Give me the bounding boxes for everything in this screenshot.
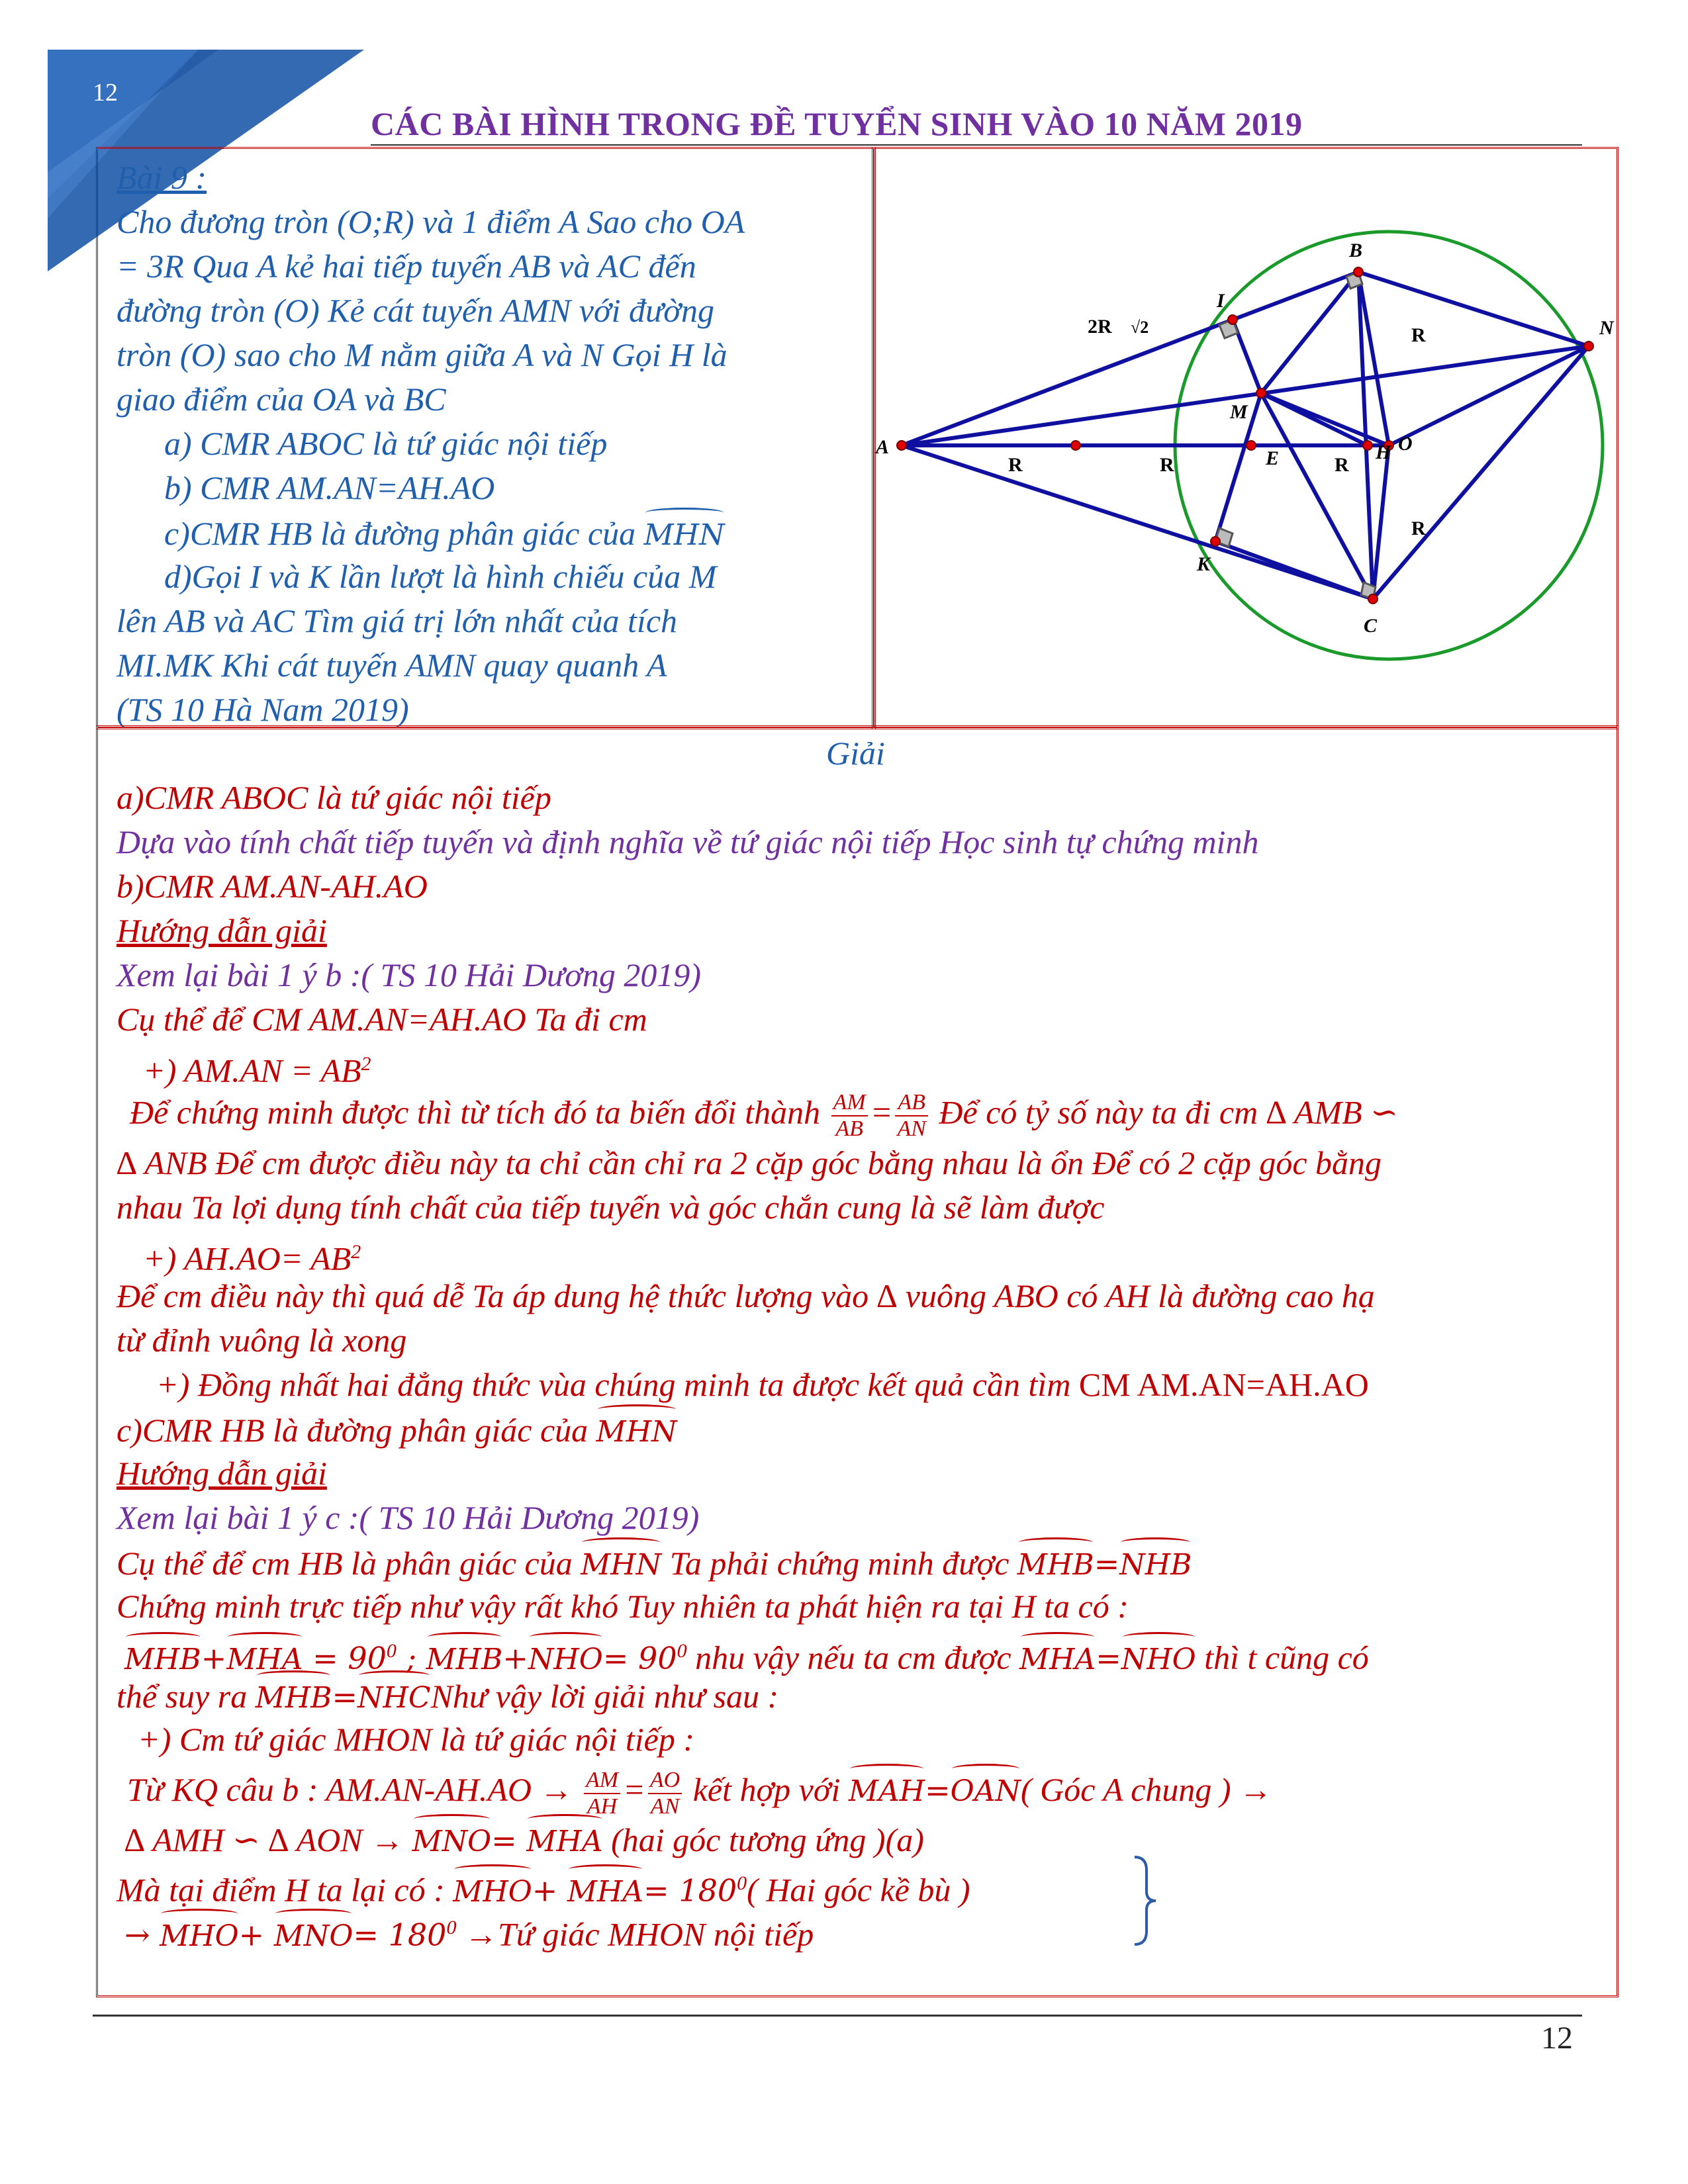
problem-line: Cho đương tròn (O;R) và 1 điểm A Sao cho OA: [117, 203, 745, 240]
part-b-line: +) $AM.AN = AB^2$: [143, 1052, 371, 1089]
problem-part-a: a) CMR ABOC là tứ giác nội tiếp: [164, 425, 608, 462]
part-c-line: Từ KQ câu b : AM.AN-AH.AO → $\frac{AM}{AH}$ = $\frac{AO}{AN}$ kết hợp với MAH=OAN( Góc A chung ) →: [127, 1767, 1273, 1819]
problem-line: tròn (O) sao cho M nằm giữa A và N Gọi H là: [117, 336, 727, 373]
label-r: R: [1335, 454, 1349, 476]
label-2r: 2R: [1088, 316, 1112, 338]
point-h: [1363, 441, 1372, 450]
part-b-line: +) Đồng nhất hai đẳng thức vùa chúng minh ta được kết quả cần tìm CM AM.AN=AH.AO: [156, 1366, 1369, 1403]
solution-box: [96, 725, 1618, 1997]
footer-divider: [93, 2015, 1582, 2017]
guide-heading: Hướng dẫn giải: [117, 1455, 327, 1492]
label-m: M: [1230, 401, 1248, 423]
label-b: B: [1349, 240, 1363, 261]
problem-heading: Bài 9 :: [117, 159, 207, 196]
label-n: N: [1599, 317, 1614, 339]
segment-kc: [1215, 541, 1373, 599]
page-title: CÁC BÀI HÌNH TRONG ĐỀ TUYỂN SINH VÀO 10 NĂM 2019: [371, 105, 1303, 142]
part-b-line: nhau Ta lợi dụng tính chất của tiếp tuyến và góc chắn cung là sẽ làm được: [117, 1189, 1105, 1226]
label-r: R: [1411, 518, 1426, 539]
geometry-figure: [874, 149, 1617, 727]
segment-nc: [1373, 346, 1589, 599]
part-b-line: ∆ ANB Để cm được điều này ta chỉ cần chỉ ra 2 cặp góc bằng nhau là ổn Để có 2 cặp góc bằng: [117, 1144, 1382, 1181]
problem-part-b: b) CMR AM.AN=AH.AO: [164, 469, 495, 506]
label-c: C: [1364, 615, 1378, 637]
point-b: [1354, 267, 1363, 277]
part-c-line: ∆ AMH ∽ ∆ AON → MNO= MHA (hai góc tương ứng )(a): [124, 1817, 924, 1864]
guide-heading: Hướng dẫn giải: [117, 912, 327, 949]
label-a: A: [876, 436, 890, 458]
point-a: [897, 441, 906, 450]
part-b-line: từ đỉnh vuông là xong: [117, 1322, 407, 1359]
part-b-line: Cụ thể để CM AM.AN=AH.AO Ta đi cm: [117, 1001, 647, 1038]
problem-part-d: lên AB và AC Tìm giá trị lớn nhất của tích: [117, 602, 678, 639]
label-sqrt: √2: [1131, 318, 1149, 337]
part-c-title: c)CMR HB là đường phân giác của MHN: [117, 1407, 677, 1454]
label-k: K: [1197, 553, 1211, 575]
problem-line: = 3R Qua A kẻ hai tiếp tuyến AB và AC đến: [117, 248, 696, 285]
part-b-line: +) $AH.AO= AB^2$: [143, 1240, 361, 1277]
part-c-line: → $MHO+ MNO= 180^0$ →Tứ giác MHON nội tiếp: [124, 1905, 814, 1958]
point-e: [1246, 441, 1256, 450]
page-number-top: 12: [93, 79, 118, 107]
label-e: E: [1266, 447, 1280, 469]
label-i: I: [1217, 290, 1225, 312]
problem-part-d: MI.MK Khi cát tuyến AMN quay quanh A: [117, 647, 667, 684]
part-b-line: Để cm điều này thì quá dễ Ta áp dung hệ thức lượng vào ∆ vuông ABO có AH là đường cao hạ: [117, 1277, 1375, 1314]
problem-line: đường tròn (O) Kẻ cát tuyến AMN với đường: [117, 292, 714, 329]
part-b-ref: Xem lại bài 1 ý b :( TS 10 Hải Dương 2019): [117, 956, 702, 993]
part-b-title: b)CMR AM.AN-AH.AO: [117, 868, 428, 905]
point-i: [1228, 315, 1237, 324]
point-c: [1368, 594, 1378, 604]
label-o: O: [1398, 433, 1413, 455]
problem-box: [96, 147, 876, 729]
point-n: [1584, 341, 1593, 351]
label-r: R: [1008, 454, 1023, 476]
problem-line: giao điểm của OA và BC: [117, 381, 446, 418]
point-k: [1211, 537, 1220, 546]
part-c-line: Chứng minh trực tiếp như vậy rất khó Tuy nhiên ta phát hiện ra tại H ta có :: [117, 1588, 1129, 1625]
angle-mhn: MHN: [644, 510, 725, 557]
part-c-ref: Xem lại bài 1 ý c :( TS 10 Hải Dương 2019): [117, 1499, 700, 1536]
problem-part-c: c)CMR HB là đường phân giác của MHN: [164, 510, 725, 557]
part-b-line: Để chứng minh được thì từ tích đó ta biến đổi thành $\frac{AM}{AB}$ = $\frac{AB}{AN}$ Để có tỷ số này ta đi cm ∆ AMB ∽: [130, 1090, 1399, 1141]
problem-source: (TS 10 Hà Nam 2019): [117, 691, 409, 728]
segment-oc: [1373, 445, 1389, 599]
label-r: R: [1411, 324, 1426, 346]
part-c-line: $MHB+MHA = 90^0$ ; $MHB+NHO= 90^0$ nhu vậy nếu ta cm được MHA=NHO thì t cũng có: [124, 1629, 1369, 1682]
part-c-line: thể suy ra MHB=NHCNhư vậy lời giải như sau :: [117, 1673, 778, 1720]
label-r: R: [1160, 454, 1174, 476]
figure-box: [872, 147, 1618, 729]
right-brace-icon: [1132, 1854, 1158, 1947]
title-divider: [371, 144, 1582, 146]
point-m: [1256, 388, 1266, 398]
page-number-bottom: 12: [1541, 2021, 1573, 2056]
solution-heading: Giải: [826, 735, 885, 772]
part-a-title: a)CMR ABOC là tứ giác nội tiếp: [117, 779, 551, 816]
point-mid: [1071, 441, 1080, 450]
problem-part-d: d)Gọi I và K lần lượt là hình chiếu của M: [164, 558, 717, 595]
part-c-line: Mà tại điểm H ta lại có : $MHO+ MHA= 180^0$( Hai góc kề bù ): [117, 1861, 970, 1914]
part-c-line: +) Cm tứ giác MHON là tứ giác nội tiếp :: [138, 1721, 694, 1758]
label-h: H: [1376, 441, 1391, 463]
part-c-line: Cụ thể để cm HB là phân giác của MHN Ta phải chứng minh được MHB=NHB: [117, 1540, 1192, 1587]
part-a-text: Dựa vào tính chất tiếp tuyến và định nghĩa về tứ giác nội tiếp Học sinh tự chứng minh: [117, 823, 1259, 860]
